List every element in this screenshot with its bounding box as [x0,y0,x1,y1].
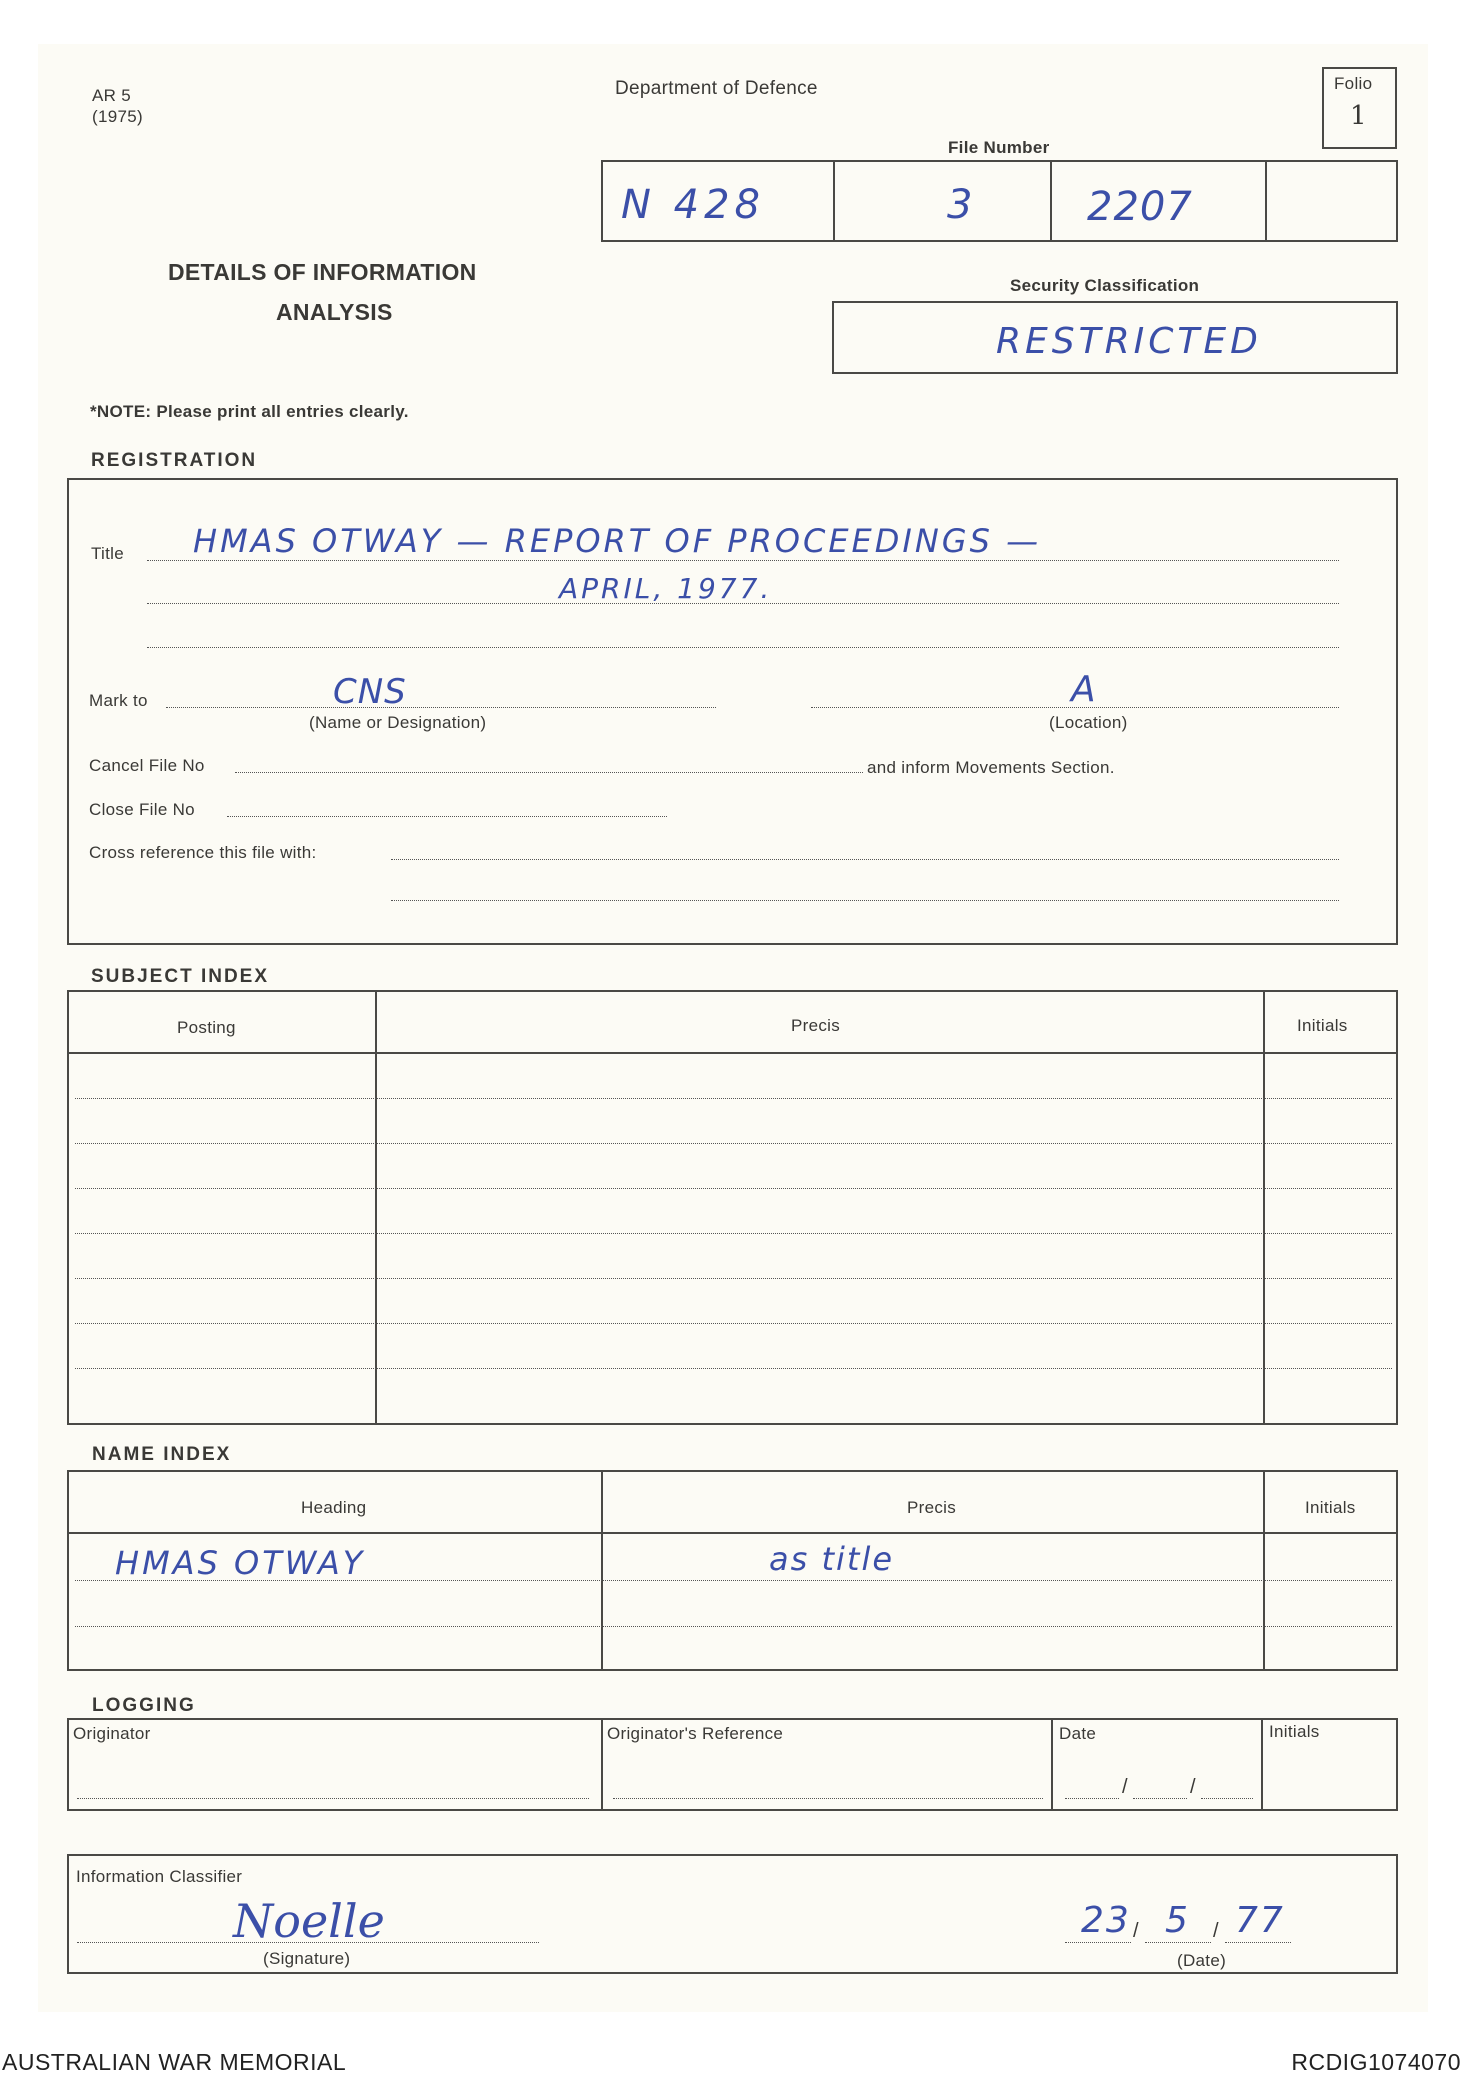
close-file-line [227,816,667,817]
cross-reference-label: Cross reference this file with: [89,843,317,862]
table-row [75,1323,1392,1324]
cancel-file-label: Cancel File No [89,756,205,775]
table-row [75,1233,1392,1234]
table-row [75,1188,1392,1189]
date-separator: / [1190,1776,1196,1798]
file-number-part-3: 2207 [1087,184,1193,230]
form-title-line-1: DETAILS OF INFORMATION [168,259,477,285]
table-row [75,1098,1392,1099]
column-divider [1051,1720,1053,1809]
footer-record-id: RCDIG1074070 [1291,2049,1461,2075]
classifier-signature: Noelle [233,1894,385,1948]
print-note: *NOTE: Please print all entries clearly. [90,402,409,421]
logging-table [67,1718,1398,1811]
folio-box [1322,67,1397,149]
cross-reference-line [391,859,1339,860]
logging-heading: LOGGING [92,1695,196,1716]
column-divider [1263,1472,1265,1669]
mark-to-value: CNS [333,672,407,712]
originator-label: Originator [73,1724,151,1743]
title-line [147,647,1339,648]
mark-to-label: Mark to [89,691,148,710]
close-file-label: Close File No [89,800,195,819]
subject-index-table [67,990,1398,1425]
date-month-line [1133,1798,1187,1799]
column-header-posting: Posting [177,1018,236,1037]
file-number-part-1: N 428 [621,182,765,228]
column-divider [375,992,377,1423]
column-header-initials: Initials [1305,1498,1356,1517]
classifier-date-day: 23 [1081,1900,1131,1941]
initials-label: Initials [1269,1722,1320,1741]
cancel-file-suffix: and inform Movements Section. [867,758,1115,777]
column-divider [1261,1720,1263,1809]
folio-label: Folio [1334,74,1373,93]
information-classifier-label: Information Classifier [76,1867,243,1886]
subject-index-heading: SUBJECT INDEX [91,966,270,987]
date-day-line [1065,1942,1131,1943]
date-caption: (Date) [1177,1951,1227,1970]
department-name: Department of Defence [615,78,818,99]
file-number-part-2: 3 [947,182,978,228]
file-number-divider [833,162,835,240]
information-classifier-box [67,1854,1398,1974]
cancel-file-line [235,772,863,773]
date-year-line [1225,1942,1291,1943]
form-title-line-2: ANALYSIS [276,299,393,325]
date-day-line [1065,1798,1119,1799]
title-value-line-1: HMAS OTWAY — REPORT OF PROCEEDINGS — [193,522,1042,560]
column-header-precis: Precis [907,1498,957,1517]
classifier-date-month: 5 [1165,1900,1193,1941]
table-row [75,1278,1392,1279]
file-number-box [601,160,1398,242]
date-separator: / [1122,1776,1128,1798]
title-value-line-2: APRIL, 1977. [559,572,773,605]
name-designation-caption: (Name or Designation) [309,713,487,732]
table-row [75,1143,1392,1144]
security-classification-value: RESTRICTED [996,321,1262,362]
date-month-line [1145,1942,1211,1943]
form-code: AR 5 [92,86,131,105]
registration-box [67,478,1398,945]
title-line [147,560,1339,561]
security-classification-box [832,301,1398,374]
name-index-table [67,1470,1398,1671]
date-label: Date [1059,1724,1097,1743]
file-number-divider [1265,162,1267,240]
date-separator: / [1133,1920,1139,1942]
date-separator: / [1213,1920,1219,1942]
security-classification-label: Security Classification [1010,276,1200,295]
column-divider [1263,992,1265,1423]
title-label: Title [91,544,124,563]
date-year-line [1201,1798,1253,1799]
column-header-precis: Precis [791,1016,841,1035]
column-divider [601,1720,603,1809]
signature-caption: (Signature) [263,1949,351,1968]
form-year: (1975) [92,107,143,126]
originator-line [77,1798,589,1799]
column-header-initials: Initials [1297,1016,1348,1035]
originator-reference-label: Originator's Reference [607,1724,784,1743]
header-divider [69,1052,1396,1054]
cross-reference-line [391,900,1339,901]
name-index-heading: NAME INDEX [92,1444,232,1465]
name-index-heading-value: HMAS OTWAY [115,1544,366,1582]
column-header-heading: Heading [301,1498,367,1517]
folio-value: 1 [1350,101,1367,131]
header-divider [69,1532,1396,1534]
name-index-precis-value: as title [769,1540,895,1578]
mark-to-line [166,707,716,708]
location-value: A [1071,669,1101,710]
file-number-divider [1050,162,1052,240]
table-row [75,1626,1392,1627]
table-row [75,1368,1392,1369]
originator-reference-line [613,1798,1043,1799]
registration-heading: REGISTRATION [91,450,258,471]
file-number-label: File Number [948,138,1050,157]
column-divider [601,1472,603,1669]
classifier-date-year: 77 [1235,1900,1285,1941]
location-caption: (Location) [1049,713,1128,732]
footer-institution: AUSTRALIAN WAR MEMORIAL [2,2049,347,2075]
